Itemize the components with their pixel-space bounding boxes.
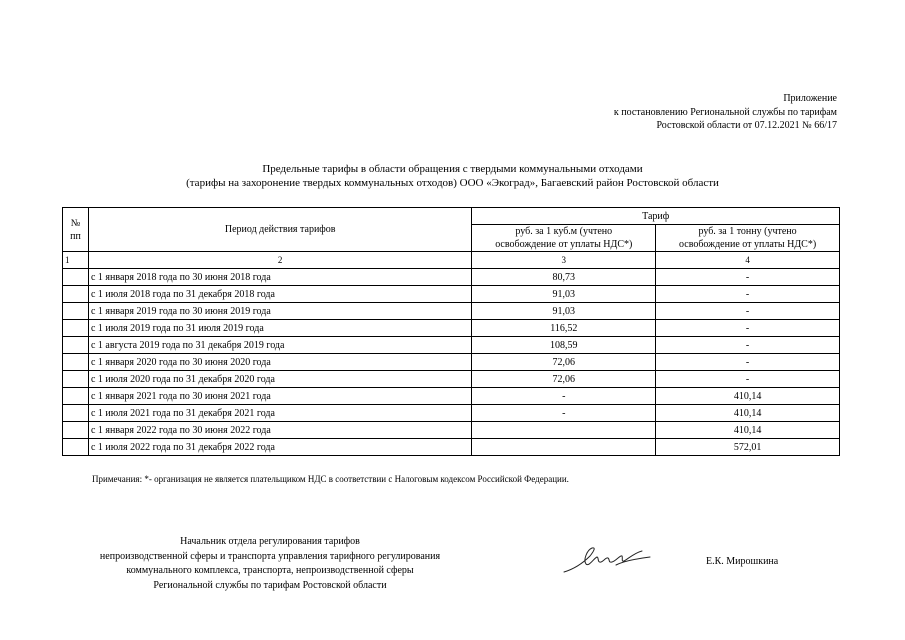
column-number: 1 — [63, 252, 89, 269]
header-tariff: Тариф — [472, 208, 840, 225]
footnote: Примечания: *- организация не является плательщиком НДС в соответствии с Налоговым кодексом Российской Федерации. — [92, 474, 569, 484]
appendix-block — [614, 92, 837, 133]
row-number-cell — [63, 388, 89, 405]
signatory-line-1: Начальник отдела регулирования тарифов — [180, 536, 360, 547]
row-number-cell — [63, 320, 89, 337]
header-per-m3-line-1: руб. за 1 куб.м (учтено — [515, 226, 613, 237]
signatory-position — [60, 535, 480, 593]
per-m3-cell — [472, 422, 656, 439]
per-ton-cell: - — [656, 303, 840, 320]
row-number-cell — [63, 303, 89, 320]
per-ton-cell: - — [656, 354, 840, 371]
header-period: Период действия тарифов — [88, 208, 471, 252]
row-number-cell — [63, 337, 89, 354]
table-row — [63, 405, 840, 422]
per-m3-cell: 116,52 — [472, 320, 656, 337]
title-line-2: (тарифы на захоронение твердых коммунальных отходов) ООО «Экоград», Багаевский район Ростовской области — [186, 177, 719, 189]
row-number-cell — [63, 286, 89, 303]
per-ton-cell: - — [656, 269, 840, 286]
appendix-line-2: к постановлению Региональной службы по тарифам — [613, 106, 837, 118]
row-number-cell — [63, 439, 89, 456]
table-row — [63, 371, 840, 388]
table-row — [63, 388, 840, 405]
period-cell: с 1 июля 2018 года по 31 декабря 2018 года — [88, 286, 471, 303]
table-row — [63, 439, 840, 456]
appendix-line-3: Ростовской области от 07.12.2021 № 66/17 — [656, 120, 837, 131]
per-m3-cell: 72,06 — [472, 354, 656, 371]
period-cell: с 1 июля 2019 года по 31 июля 2019 года — [88, 320, 471, 337]
per-ton-cell: - — [656, 320, 840, 337]
row-number-cell — [63, 405, 89, 422]
per-ton-cell: - — [656, 337, 840, 354]
per-m3-cell: 91,03 — [472, 286, 656, 303]
column-number-row — [63, 252, 840, 269]
per-m3-cell: - — [472, 388, 656, 405]
document-title — [0, 162, 905, 190]
per-m3-cell: 91,03 — [472, 303, 656, 320]
per-m3-cell: 80,73 — [472, 269, 656, 286]
header-per-m3 — [472, 225, 656, 252]
column-number: 3 — [472, 252, 656, 269]
column-number: 4 — [656, 252, 840, 269]
column-number: 2 — [88, 252, 471, 269]
per-ton-cell: 410,14 — [656, 388, 840, 405]
header-per-ton — [656, 225, 840, 252]
header-number — [63, 208, 89, 252]
per-ton-cell: 572,01 — [656, 439, 840, 456]
period-cell: с 1 января 2018 года по 30 июня 2018 года — [88, 269, 471, 286]
per-ton-cell: 410,14 — [656, 405, 840, 422]
signatory-line-4: Региональной службы по тарифам Ростовской области — [153, 579, 387, 591]
signatory-line-3: коммунального комплекса, транспорта, непроизводственной сферы — [126, 565, 414, 576]
table-row — [63, 269, 840, 286]
per-m3-cell: - — [472, 405, 656, 422]
period-cell: с 1 июля 2020 года по 31 декабря 2020 года — [88, 371, 471, 388]
period-cell: с 1 августа 2019 года по 31 декабря 2019 года — [88, 337, 471, 354]
row-number-cell — [63, 269, 89, 286]
header-number-line-2: пп — [70, 230, 81, 242]
header-per-ton-line-1: руб. за 1 тонну (учтено — [698, 226, 797, 237]
table-row — [63, 422, 840, 439]
handwritten-signature — [560, 542, 654, 578]
per-ton-cell: - — [656, 286, 840, 303]
period-cell: с 1 июля 2021 года по 31 декабря 2021 года — [88, 405, 471, 422]
row-number-cell — [63, 371, 89, 388]
table-row — [63, 337, 840, 354]
period-cell: с 1 января 2020 года по 30 июня 2020 года — [88, 354, 471, 371]
appendix-line-1: Приложение — [783, 93, 837, 104]
period-cell: с 1 января 2019 года по 30 июня 2019 года — [88, 303, 471, 320]
signatory-line-2: непроизводственной сферы и транспорта управления тарифного регулирования — [99, 550, 441, 562]
table-row — [63, 303, 840, 320]
per-m3-cell — [472, 439, 656, 456]
period-cell: с 1 января 2022 года по 30 июня 2022 года — [88, 422, 471, 439]
table-row — [63, 320, 840, 337]
tariff-table — [62, 207, 840, 456]
table-row — [63, 354, 840, 371]
row-number-cell — [63, 422, 89, 439]
per-m3-cell: 72,06 — [472, 371, 656, 388]
period-cell: с 1 января 2021 года по 30 июня 2021 года — [88, 388, 471, 405]
per-m3-cell: 108,59 — [472, 337, 656, 354]
per-ton-cell: 410,14 — [656, 422, 840, 439]
header-per-ton-line-2: освобождение от уплаты НДС*) — [679, 239, 817, 250]
table-row — [63, 286, 840, 303]
per-ton-cell: - — [656, 371, 840, 388]
signatory-name: Е.К. Мирошкина — [706, 556, 779, 567]
row-number-cell — [63, 354, 89, 371]
header-per-m3-line-2: освобождение от уплаты НДС*) — [495, 239, 633, 250]
title-line-1: Предельные тарифы в области обращения с твердыми коммунальными отходами — [262, 163, 643, 175]
header-number-line-1: № — [70, 217, 81, 229]
period-cell: с 1 июля 2022 года по 31 декабря 2022 года — [88, 439, 471, 456]
